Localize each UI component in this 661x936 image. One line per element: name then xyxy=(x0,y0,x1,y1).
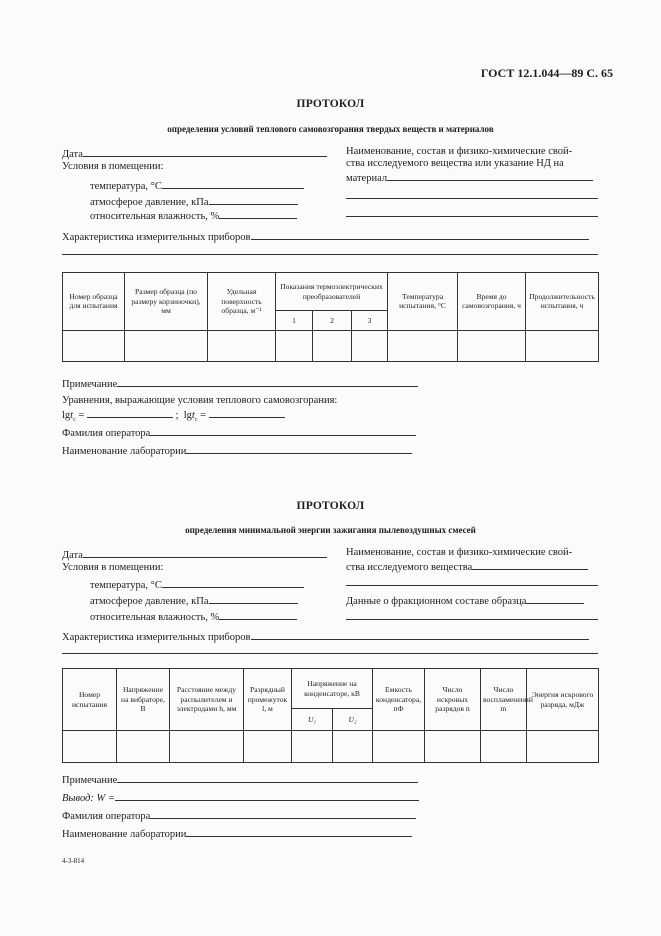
p1-operator-label: Фамилия оператора xyxy=(62,428,151,439)
p2-temperature-field[interactable] xyxy=(90,577,304,592)
p1-equations-field[interactable] xyxy=(62,407,285,426)
p1-cell[interactable] xyxy=(313,330,352,361)
p2-date-label: Дата xyxy=(62,550,83,561)
p1-humidity-label: относительная влажность, % xyxy=(90,211,220,222)
p2-col-capvolt: Напряжение на конденсаторе, кВ xyxy=(292,669,373,709)
p1-instruments-field[interactable] xyxy=(62,229,589,244)
p1-sub-2: 2 xyxy=(313,311,352,330)
p1-humidity-field[interactable] xyxy=(90,208,297,223)
p1-note-blank[interactable] xyxy=(117,376,418,387)
p2-cell[interactable] xyxy=(170,731,244,763)
p2-cell[interactable] xyxy=(373,731,425,763)
p2-cell[interactable] xyxy=(117,731,170,763)
p2-cell[interactable] xyxy=(63,731,117,763)
p2-col-vibro: Напряжение на вибраторе, В xyxy=(117,669,170,731)
p2-lab-field[interactable] xyxy=(62,826,412,841)
p1-eq2-blank[interactable] xyxy=(209,407,285,418)
p1-right-text-1: Наименование, состав и физико-химические свой- xyxy=(346,146,573,157)
p1-eq1-var: t xyxy=(70,410,74,421)
p2-instruments-field[interactable] xyxy=(62,629,589,644)
p2-col-sample: Номер испытания xyxy=(63,669,117,731)
p1-eq2-eq: = xyxy=(200,410,207,421)
table-row xyxy=(63,330,599,361)
p1-cell[interactable] xyxy=(63,330,125,361)
p2-col-ignitions: Число воспламенений m xyxy=(481,669,527,731)
p1-date-label: Дата xyxy=(62,149,83,160)
p2-cell[interactable] xyxy=(527,731,599,763)
p1-cell[interactable] xyxy=(276,330,313,361)
p1-lab-label: Наименование лаборатории xyxy=(62,446,187,457)
p1-eq1-blank[interactable] xyxy=(87,407,173,418)
p2-fraction-blank[interactable] xyxy=(526,593,584,604)
p2-instruments-blank[interactable] xyxy=(251,629,589,640)
p2-lab-label: Наименование лаборатории xyxy=(62,829,187,840)
p2-col-energy: Энергия искрового разряда, мДж xyxy=(527,669,599,731)
p2-date-blank[interactable] xyxy=(83,547,327,558)
p1-lab-field[interactable] xyxy=(62,443,412,458)
p1-cell[interactable] xyxy=(352,330,388,361)
p2-substance-blank[interactable] xyxy=(472,559,588,570)
p2-cell[interactable] xyxy=(244,731,292,763)
p1-temperature-blank[interactable] xyxy=(162,178,304,189)
p1-col-size: Размер образца (по размеру корзиночки), мм xyxy=(125,273,208,331)
p1-col-surface: Удельная поверхность образца, м⁻¹ xyxy=(208,273,276,331)
p1-sub-1: 1 xyxy=(276,311,313,330)
p2-cell[interactable] xyxy=(292,731,333,763)
p2-col-gap: Разрядный промежуток l, м xyxy=(244,669,292,731)
p1-temperature-field[interactable] xyxy=(90,178,304,193)
protocol2-title: ПРОТОКОЛ xyxy=(296,500,365,512)
p1-results-table xyxy=(62,272,599,362)
p1-date-field[interactable] xyxy=(62,146,327,161)
p1-cell[interactable] xyxy=(526,330,599,361)
p1-pressure-field[interactable] xyxy=(90,194,298,209)
p2-operator-field[interactable] xyxy=(62,808,416,823)
p2-pressure-label: атмосферое давление, кПа xyxy=(90,596,209,607)
p1-eq1-eq: = xyxy=(78,410,85,421)
p1-temperature-label: температура, °С xyxy=(90,181,162,192)
p1-material-line-2[interactable] xyxy=(346,198,598,199)
p1-col-thermo: Показания термоэлектрических преобразователей xyxy=(276,273,388,311)
p2-note-label: Примечание xyxy=(62,775,118,786)
p2-instruments-label: Характеристика измерительных приборов xyxy=(62,632,251,643)
p2-fraction-field[interactable] xyxy=(346,593,584,608)
p2-temperature-label: температура, °С xyxy=(90,580,162,591)
p2-cell[interactable] xyxy=(481,731,527,763)
p1-note-label: Примечание xyxy=(62,379,118,390)
p2-sub-u1: U₁ xyxy=(292,709,333,731)
p1-eq-sep: ; xyxy=(175,410,179,421)
p2-note-field[interactable] xyxy=(62,772,418,787)
p2-fraction-line-2[interactable] xyxy=(346,619,598,620)
p1-conditions-label: Условия в помещении: xyxy=(62,161,164,172)
p1-lab-blank[interactable] xyxy=(186,443,412,454)
p2-substance-field[interactable] xyxy=(346,559,588,574)
p1-date-blank[interactable] xyxy=(83,146,327,157)
p1-col-duration: Продолжительность испытания, ч xyxy=(526,273,599,331)
p1-col-temp: Температура испытания, °С xyxy=(388,273,458,331)
p2-lab-blank[interactable] xyxy=(186,826,412,837)
p2-operator-label: Фамилия оператора xyxy=(62,811,151,822)
protocol1-title: ПРОТОКОЛ xyxy=(296,98,365,110)
p2-humidity-blank[interactable] xyxy=(219,609,297,620)
p1-col-time: Время до самовозгорания, ч xyxy=(458,273,526,331)
p2-instruments-line-2[interactable] xyxy=(62,653,598,654)
p2-results-table xyxy=(62,668,599,763)
p1-eq2-lg: lg xyxy=(183,410,192,421)
p1-note-field[interactable] xyxy=(62,376,418,391)
p1-humidity-blank[interactable] xyxy=(219,208,297,219)
p2-col-distance: Расстояние между распылителем и электродами h, мм xyxy=(170,669,244,731)
p2-conclusion-label: Вывод: W = xyxy=(62,793,115,804)
p1-instruments-label: Характеристика измерительных приборов xyxy=(62,232,251,243)
p1-pressure-label: атмосферое давление, кПа xyxy=(90,197,209,208)
p2-date-field[interactable] xyxy=(62,547,327,562)
p2-pressure-field[interactable] xyxy=(90,593,298,608)
p2-sub-u2: U₂ xyxy=(333,709,373,731)
p1-eq1-lg: lg xyxy=(62,410,71,421)
p2-substance-label: ства исследуемого вещества xyxy=(346,562,473,573)
p2-note-blank[interactable] xyxy=(117,772,418,783)
p2-conclusion-field[interactable] xyxy=(62,790,419,805)
p2-fraction-label: Данные о фракционном составе образца xyxy=(346,596,527,607)
p1-cell[interactable] xyxy=(458,330,526,361)
p1-cell[interactable] xyxy=(125,330,208,361)
p1-operator-field[interactable] xyxy=(62,425,416,440)
p2-col-capacity: Емкость конденсатора, пФ xyxy=(373,669,425,731)
p2-humidity-label: относительная влажность, % xyxy=(90,612,220,623)
p1-right-text-2: ства исследуемого вещества или указание НД на xyxy=(346,158,564,169)
protocol2-subtitle: определения минимальной энергии зажигания пылевоздушных смесей xyxy=(185,525,476,535)
gost-header: ГОСТ 12.1.044—89 С. 65 xyxy=(480,66,613,80)
p1-sub-3: 3 xyxy=(352,311,388,330)
p2-temperature-blank[interactable] xyxy=(162,577,304,588)
p1-instruments-line-2[interactable] xyxy=(62,254,598,255)
p2-pressure-blank[interactable] xyxy=(209,593,298,604)
p1-material-blank[interactable] xyxy=(387,170,593,181)
p1-cell[interactable] xyxy=(388,330,458,361)
p2-substance-line-2[interactable] xyxy=(346,585,598,586)
p1-eq1-sub: c xyxy=(73,417,76,424)
p1-instruments-blank[interactable] xyxy=(251,229,589,240)
p2-col-sparks: Число искровых разрядов n xyxy=(425,669,481,731)
p1-eq2-var: t xyxy=(191,410,195,421)
p1-material-field[interactable] xyxy=(346,170,593,185)
p2-right-text-1: Наименование, состав и физико-химические свой- xyxy=(346,547,573,558)
p1-material-label: материал xyxy=(346,173,388,184)
p2-cell[interactable] xyxy=(333,731,373,763)
p2-conclusion-blank[interactable] xyxy=(115,790,419,801)
p2-cell[interactable] xyxy=(425,731,481,763)
page-code: 4-3-814 xyxy=(62,857,85,865)
p2-humidity-field[interactable] xyxy=(90,609,297,624)
p1-material-line-3[interactable] xyxy=(346,216,598,217)
p1-pressure-blank[interactable] xyxy=(209,194,298,205)
p2-conditions-label: Условия в помещении: xyxy=(62,562,164,573)
p1-col-sample: Номер образца для испытания xyxy=(63,273,125,331)
protocol1-subtitle: определения условий теплового самовозгорания твердых веществ и материалов xyxy=(167,124,494,134)
table-row xyxy=(63,731,599,763)
p2-operator-blank[interactable] xyxy=(150,808,416,819)
p1-cell[interactable] xyxy=(208,330,276,361)
p1-operator-blank[interactable] xyxy=(150,425,416,436)
p1-eq2-sub: c xyxy=(194,417,198,424)
p1-equations-label: Уравнения, выражающие условия теплового самовозгорания: xyxy=(62,395,338,406)
